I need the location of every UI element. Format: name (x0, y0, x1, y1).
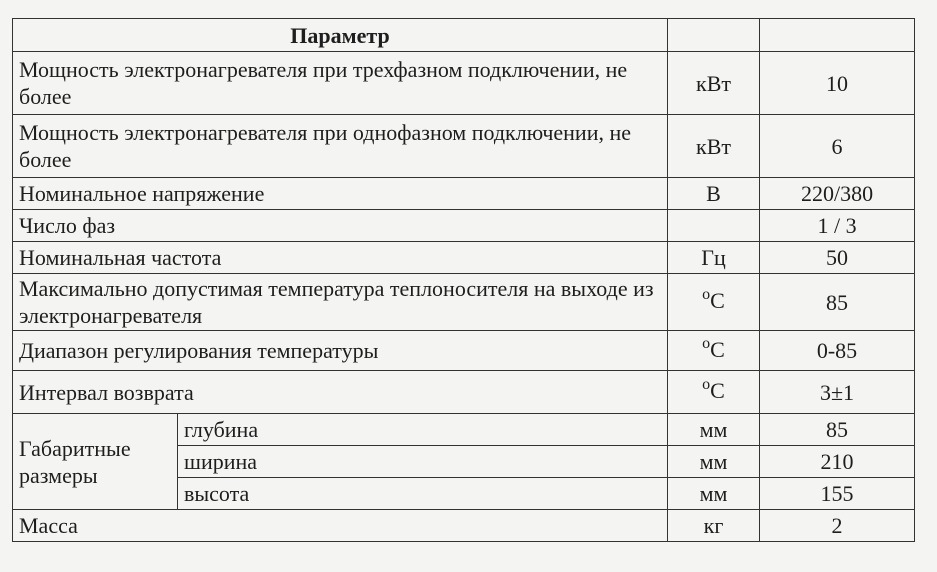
value-cell: 155 (760, 478, 915, 510)
degree-superscript: o (702, 334, 711, 352)
table-row (13, 178, 915, 210)
value-cell: 50 (760, 242, 915, 274)
value-cell: 1 / 3 (760, 210, 915, 242)
unit-cell (668, 210, 760, 242)
table-row (13, 274, 915, 331)
dimension-name-cell: ширина (178, 446, 668, 478)
unit-cell: В (668, 178, 760, 210)
unit-text: C (710, 336, 725, 362)
header-param: Параметр (13, 19, 668, 52)
param-cell: Номинальное напряжение (13, 178, 668, 210)
param-cell: Диапазон регулирования температуры (13, 331, 668, 371)
dimensions-group-label: Габаритные размеры (13, 414, 178, 510)
unit-cell: кВт (668, 52, 760, 115)
spec-table-wrapper (12, 18, 914, 542)
param-cell: Интервал возврата (13, 371, 668, 414)
param-cell: Мощность электронагревателя при трехфазном подключении, не более (13, 52, 668, 115)
unit-cell: кг (668, 510, 760, 542)
degree-superscript: o (702, 376, 711, 393)
param-cell: Максимально допустимая температура теплоносителя на выходе из электронагревателя (13, 274, 668, 331)
unit-text: C (710, 288, 725, 313)
table-row (13, 210, 915, 242)
unit-text: C (710, 378, 725, 403)
value-cell: 85 (760, 414, 915, 446)
unit-cell: мм (668, 478, 760, 510)
value-cell: 3±1 (760, 371, 915, 414)
dimension-name-cell: высота (178, 478, 668, 510)
unit-cell (668, 371, 760, 414)
param-cell: Мощность электронагревателя при однофазном подключении, не более (13, 115, 668, 178)
spec-table (12, 18, 915, 542)
unit-cell (668, 274, 760, 331)
table-row (13, 414, 915, 446)
header-value (760, 19, 915, 52)
dimension-name-cell: глубина (178, 414, 668, 446)
value-cell: 210 (760, 446, 915, 478)
table-row (13, 115, 915, 178)
value-cell: 2 (760, 510, 915, 542)
value-cell: 85 (760, 274, 915, 331)
param-cell: Число фаз (13, 210, 668, 242)
unit-cell: Гц (668, 242, 760, 274)
table-row (13, 331, 915, 371)
table-row (13, 510, 915, 542)
unit-cell (668, 331, 760, 371)
value-cell: 10 (760, 52, 915, 115)
value-cell: 0-85 (760, 331, 915, 371)
unit-cell: мм (668, 414, 760, 446)
value-cell: 6 (760, 115, 915, 178)
param-cell: Номинальная частота (13, 242, 668, 274)
unit-cell: мм (668, 446, 760, 478)
table-row (13, 52, 915, 115)
table-row (13, 371, 915, 414)
table-row (13, 242, 915, 274)
unit-cell: кВт (668, 115, 760, 178)
header-unit (668, 19, 760, 52)
param-cell: Масса (13, 510, 668, 542)
value-cell: 220/380 (760, 178, 915, 210)
degree-superscript: o (702, 286, 711, 303)
header-row (13, 19, 915, 52)
